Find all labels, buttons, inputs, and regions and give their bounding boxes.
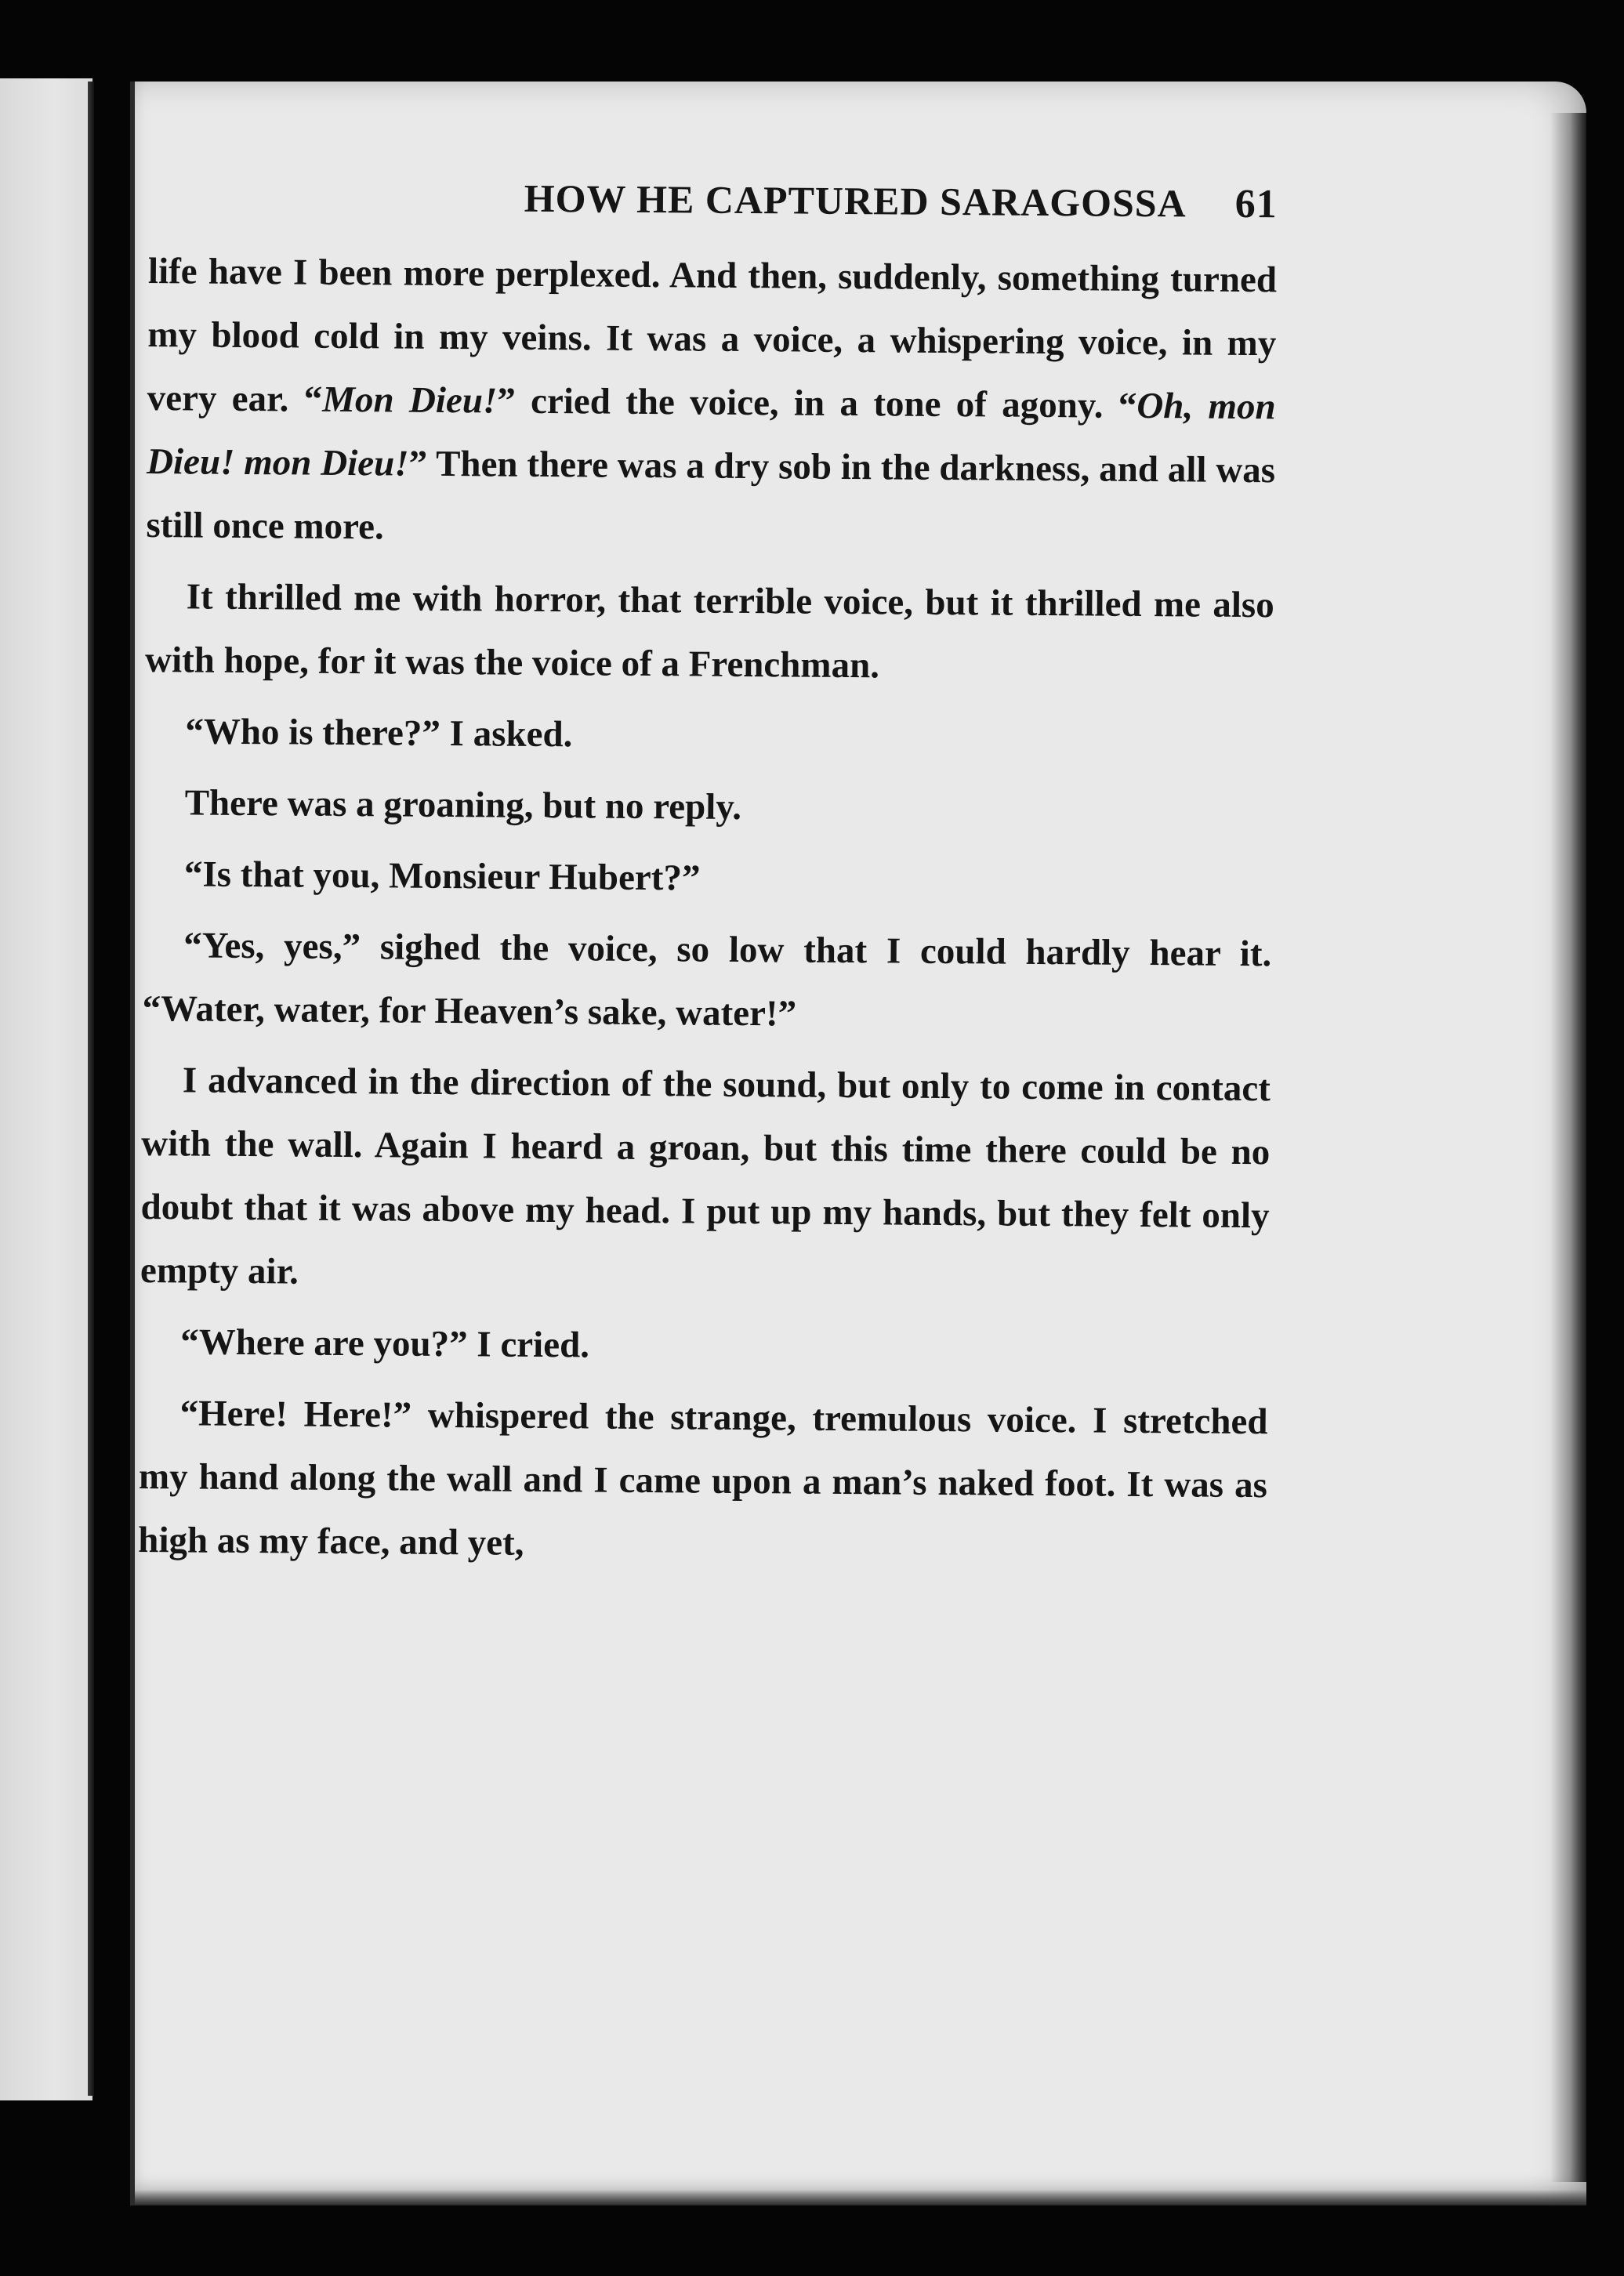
page-right-edge-shadow	[1550, 113, 1586, 2182]
paragraph-1-text-b: ” cried the voice, in a tone of agony. “	[497, 380, 1137, 426]
page-number: 61	[1234, 181, 1278, 227]
italic-phrase-1: Mon Dieu!	[322, 379, 498, 422]
paragraph-2: It thrilled me with horror, that terrible voice, but it thrilled me also with hope, for it was the voice of a Frenchman.	[144, 576, 1274, 687]
page-gutter-line	[130, 82, 135, 2205]
book-gutter-shadow	[88, 82, 94, 2096]
page-text	[138, 172, 1278, 1581]
paragraph-4: There was a groaning, but no reply.	[184, 782, 742, 828]
italic-phrase-2: Oh, mon Dieu! mon Dieu!	[146, 385, 1276, 484]
paragraph-5: “Is that you, Monsieur Hubert?”	[183, 854, 701, 899]
paragraph-3: “Who is there?” I asked.	[185, 711, 573, 756]
page-bottom-edge-shadow	[130, 2190, 1586, 2205]
paragraph-1-text: life have I been more perplexed. And then, suddenly, something turned my blood cold in my veins. It was a voice, a whispering voice, in my very ear. “	[147, 250, 1278, 420]
paragraph-1	[146, 240, 1277, 566]
paragraph-7: I advanced in the direction of the sound, but only to come in contact with the wall. Again I heard a groan, but this time there could be no doubt that it was above my head. I put up my hands, but they felt only empty air.	[140, 1060, 1271, 1292]
paragraph-6: “Yes, yes,” sighed the voice, so low that I could hardly hear it. “Water, water, for Heaven’s sake, water!”	[142, 925, 1272, 1035]
running-head	[148, 172, 1278, 245]
running-title: HOW HE CAPTURED SARAGOSSA	[524, 176, 1187, 226]
paragraph-9: “Here! Here!” whispered the strange, tremulous voice. I stretched my hand along the wall and I came upon a man’s naked foot. It was as high as my face, and yet,	[138, 1393, 1268, 1564]
paragraph-8: “Where are you?” I cried.	[180, 1321, 590, 1366]
paragraph-1-text-c: ” Then there was a dry sob in the darkness, and all was still once more.	[146, 443, 1276, 548]
facing-page-edge	[0, 78, 92, 2100]
